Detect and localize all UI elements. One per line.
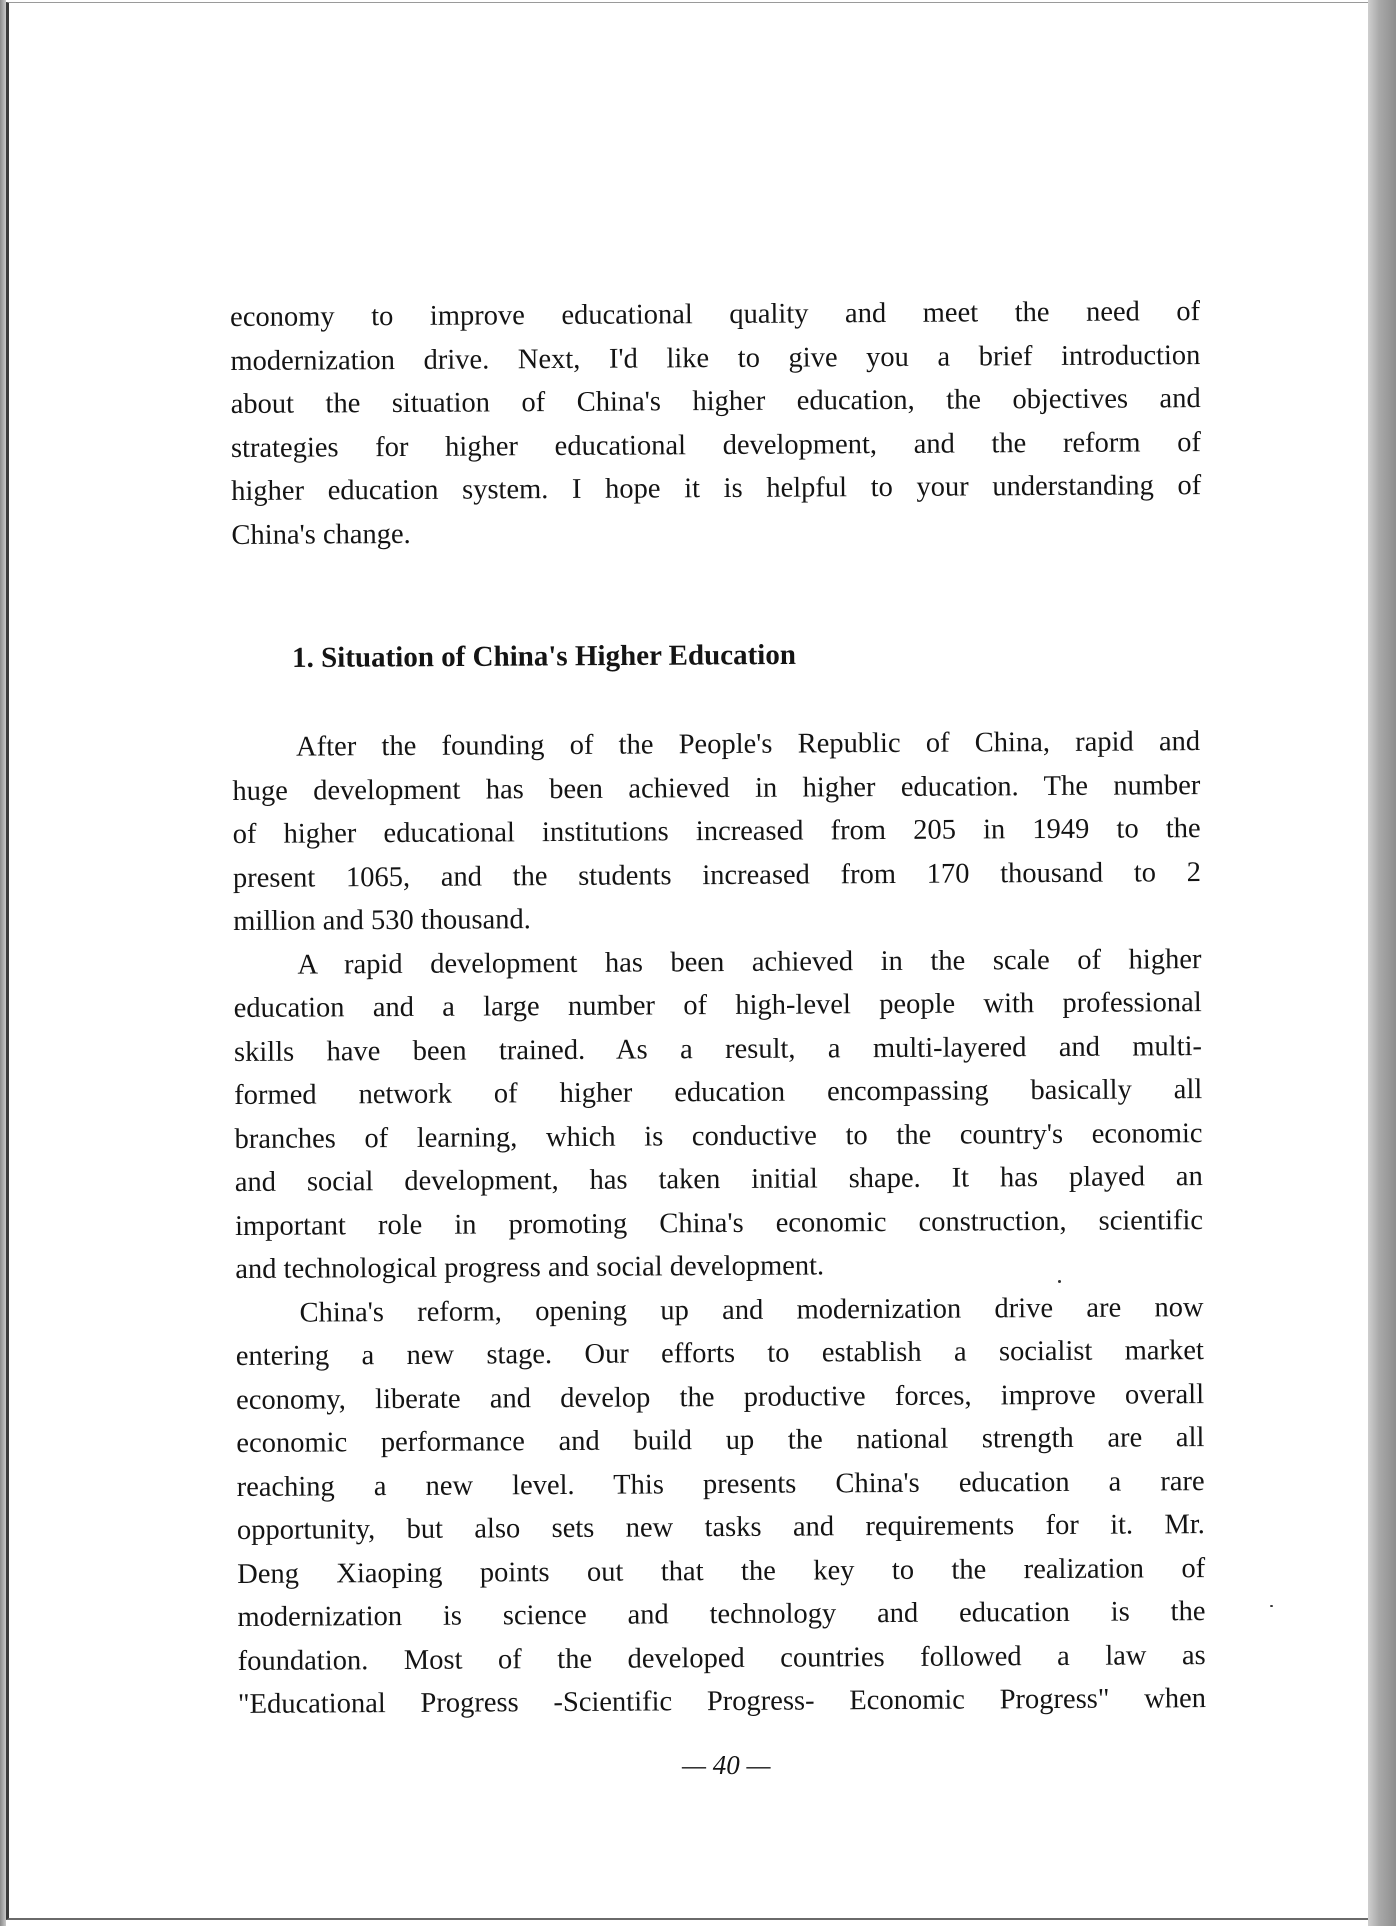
text-line: China's change.: [231, 518, 411, 551]
scan-speck: [1058, 1280, 1061, 1283]
text-line: about the situation of China's higher education, the objectives and: [230, 383, 1201, 420]
text-line: of higher educational institutions increased from 205 in 1949 to the: [232, 813, 1201, 850]
text-line: After the founding of the People's Republic of China, rapid and: [296, 726, 1201, 763]
page-right-edge-shadow: [1368, 0, 1396, 1926]
text-line: modernization is science and technology and education is the: [237, 1596, 1206, 1633]
text-line: reaching a new level. This presents China's education a rare: [236, 1465, 1205, 1503]
page-number: — 40 —: [682, 1750, 771, 1780]
text-line: million and 530 thousand.: [233, 904, 531, 937]
text-line: strategies for higher educational development, and the reform of: [230, 426, 1202, 464]
text-line: present 1065, and the students increased from 170 thousand to 2: [232, 856, 1202, 894]
text-line: formed network of higher education encompassing basically all: [234, 1074, 1203, 1111]
text-line: opportunity, but also sets new tasks and requirements for it. Mr.: [236, 1509, 1205, 1546]
scan-speck: [1270, 1605, 1273, 1607]
section-body: [232, 720, 1206, 1726]
text-line: skills have been trained. As a result, a multi-layered and multi-: [233, 1030, 1203, 1068]
text-line: entering a new stage. Our efforts to establish a socialist market: [235, 1335, 1204, 1372]
text-line: branches of learning, which is conductive to the country's economic: [234, 1117, 1203, 1155]
text-line: China's reform, opening up and modernization drive are now: [299, 1291, 1204, 1329]
text-line: Deng Xiaoping points out that the key to the realization of: [237, 1552, 1206, 1590]
text-line: modernization drive. Next, I'd like to give you a brief introduction: [230, 339, 1201, 377]
text-line: economy, liberate and develop the productive forces, improve overall: [236, 1378, 1205, 1416]
text-line: huge development has been achieved in higher education. The number: [232, 769, 1201, 807]
text-line: and social development, has taken initial shape. It has played an: [234, 1161, 1203, 1198]
section-heading: 1. Situation of China's Higher Education: [292, 638, 797, 674]
intro-paragraph: [230, 290, 1202, 557]
text-line: A rapid development has been achieved in the scale of higher: [297, 943, 1202, 981]
text-line: economic performance and build up the national strength are all: [236, 1422, 1205, 1459]
text-line: education and a large number of high-level people with professional: [233, 987, 1202, 1024]
text-line: and technological progress and social development.: [235, 1250, 825, 1285]
text-line: higher education system. I hope it is helpful to your understanding of: [231, 470, 1202, 507]
text-line: foundation. Most of the developed countries followed a law as: [237, 1639, 1206, 1677]
text-line: "Educational Progress -Scientific Progress- Economic Progress" when: [237, 1683, 1207, 1720]
text-line: important role in promoting China's economic construction, scientific: [234, 1204, 1204, 1242]
text-line: economy to improve educational quality and meet the need of: [230, 296, 1201, 333]
